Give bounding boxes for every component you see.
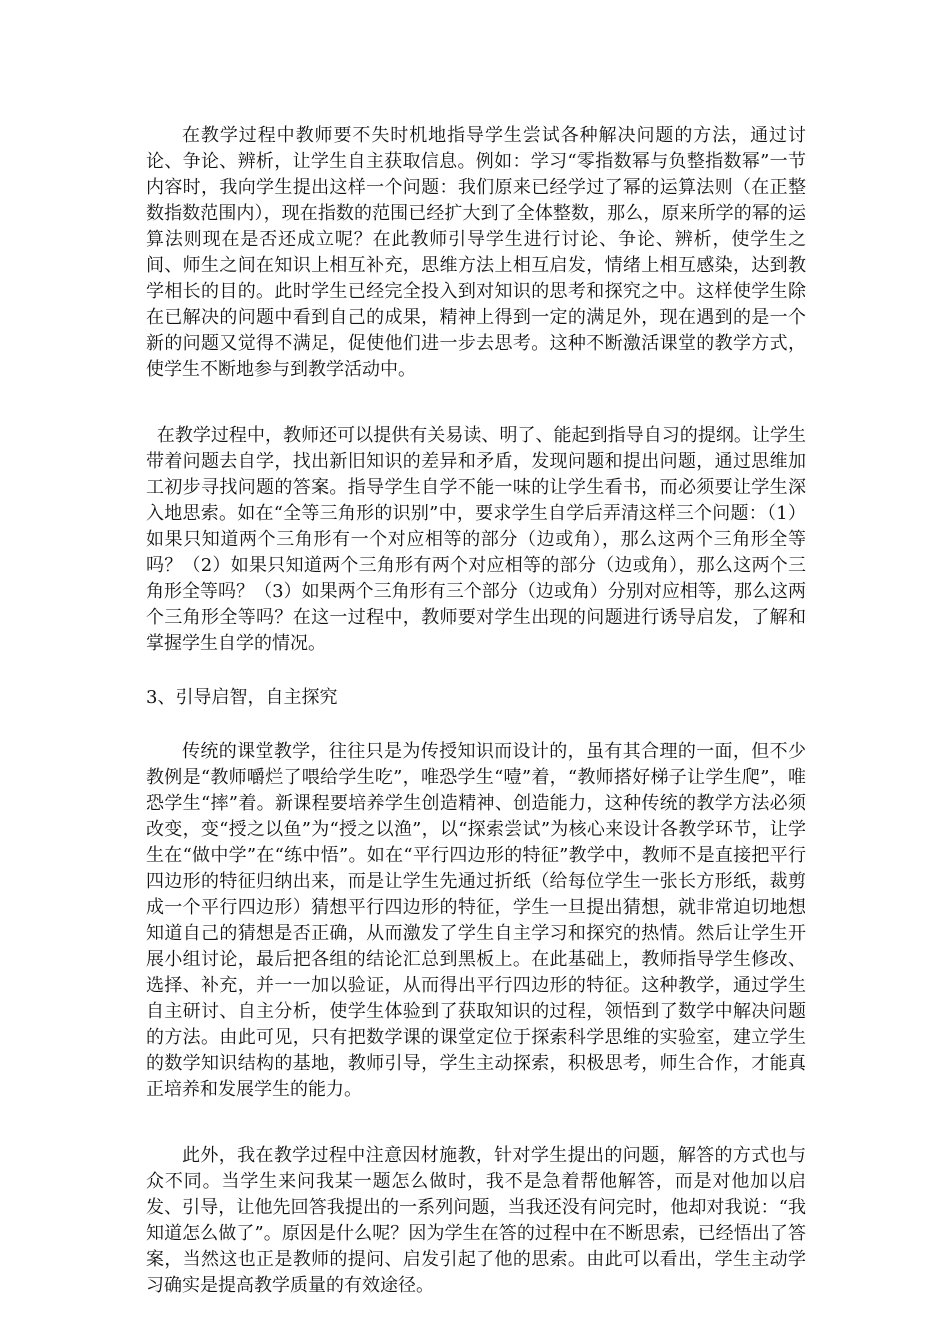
- document-body: [146, 123, 806, 1299]
- paragraph-guided-exploration: 传统的课堂教学，往往只是为传授知识而设计的，虽有其合理的一面，但不少教例是“教师嚼烂了喂给学生吃”，唯恐学生“噎”着，“教师搭好梯子让学生爬”，唯恐学生“摔”着。新课程要培养学生创造精神、创造能力，这种传统的教学方法必须改变，变“授之以鱼”为“授之以渔”，以“探索尝试”为核心来设计各教学环节，让学生在“做中学”在“练中悟”。如在“平行四边形的特征”教学中，教师不是直接把平行四边形的特征归纳出来，而是让学生先通过折纸（给每位学生一张长方形纸，裁剪成一个平行四边形）猜想平行四边形的特征，学生一旦提出猜想，就非常迫切地想知道自己的猜想是否正确，从而激发了学生自主学习和探究的热情。然后让学生开展小组讨论，最后把各组的结论汇总到黑板上。在此基础上，教师指导学生修改、选择、补充，并一一加以验证，从而得出平行四边形的特征。这种教学，通过学生自主研讨、自主分析，使学生体验到了获取知识的过程，领悟到了数学中解决问题的方法。由此可见，只有把数学课的课堂定位于探索科学思维的实验室，建立学生的数学知识结构的基地，教师引导，学生主动探索，积极思考，师生合作，才能真正培养和发展学生的能力。: [146, 741, 806, 1100]
- paragraph-self-study-outline: 在教学过程中，教师还可以提供有关易读、明了、能起到指导自习的提纲。让学生带着问题去自学，找出新旧知识的差异和矛盾，发现问题和提出问题，通过思维加工初步寻找问题的答案。指导学生自学不能一味的让学生看书，而必须要让学生深入地思索。如在“全等三角形的识别”中，要求学生自学后弄清这样三个问题：（1）如果只知道两个三角形有一个对应相等的部分（边或角），那么这两个三角形全等吗？（2）如果只知道两个三角形有两个对应相等的部分（边或角），那么这两个三角形全等吗？（3）如果两个三角形有三个部分（边或角）分别对应相等，那么这两个三角形全等吗？在这一过程中，教师要对学生出现的问题进行诱导启发，了解和掌握学生自学的情况。: [146, 425, 806, 654]
- paragraph-discussion: 在教学过程中教师要不失时机地指导学生尝试各种解决问题的方法，通过讨论、争论、辨析，让学生自主获取信息。例如：学习“零指数幂与负整指数幂”一节内容时，我向学生提出这样一个问题：我们原来已经学过了幂的运算法则（在正整数指数范围内），现在指数的范围已经扩大到了全体整数，那么，原来所学的幂的运算法则现在是否还成立呢？在此教师引导学生进行讨论、争论、辨析，使学生之间、师生之间在知识上相互补充，思维方法上相互启发，情绪上相互感染，达到教学相长的目的。此时学生已经完全投入到对知识的思考和探究之中。这样使学生除在已解决的问题中看到自己的成果，精神上得到一定的满足外，现在遇到的是一个新的问题又觉得不满足，促使他们进一步去思考。这种不断激活课堂的教学方式，使学生不断地参与到教学活动中。: [146, 125, 806, 380]
- section-heading: 3、引导启智，自主探究: [146, 687, 338, 708]
- paragraph-individualized-teaching: 此外，我在教学过程中注意因材施教，针对学生提出的问题，解答的方式也与众不同。当学生来问我某一题怎么做时，我不是急着帮他解答，而是对他加以启发、引导，让他先回答我提出的一系列问题，当我还没有问完时，他却对我说：“我知道怎么做了”。原因是什么呢？因为学生在答的过程中在不断思索，已经悟出了答案，当然这也正是教师的提问、启发引起了他的思索。由此可以看出，学生主动学习确实是提高教学质量的有效途径。: [146, 1145, 806, 1296]
